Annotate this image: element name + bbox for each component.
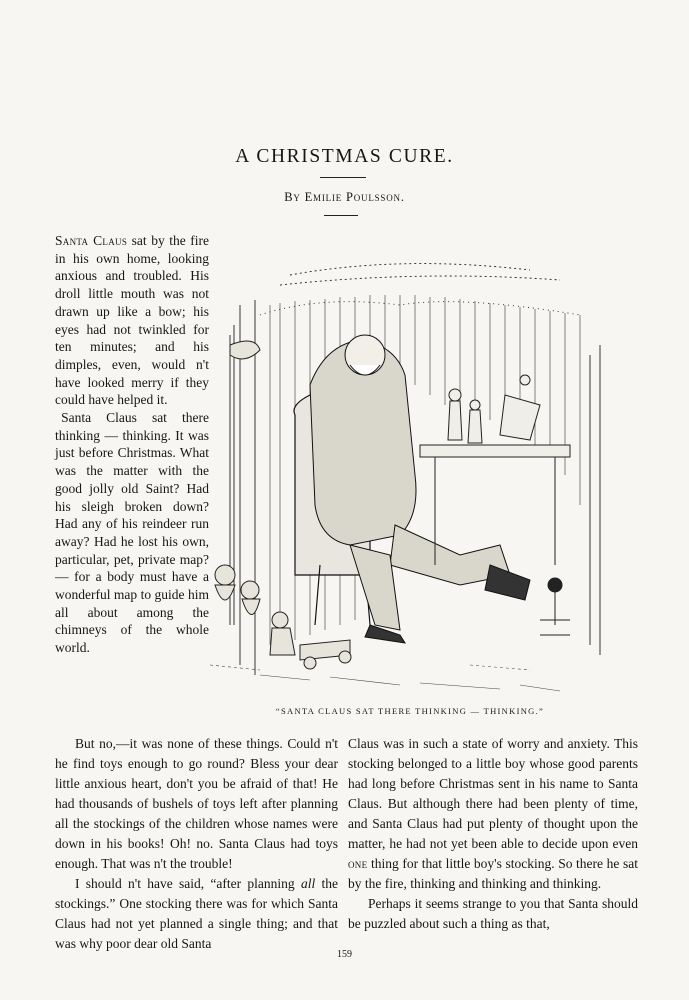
intro-paragraph-1 [55, 232, 209, 409]
santa-illustration [200, 245, 620, 697]
page-number: 159 [337, 949, 352, 960]
intro-lead: Santa Claus [55, 233, 128, 248]
title-rule [320, 177, 366, 178]
body-left-p2-a: I should n't have said, “after planning [75, 876, 301, 891]
body-column-right [348, 734, 638, 934]
body-right-paragraph-2: Perhaps it seems strange to you that Santa should be puzzled about such a thing as that, [348, 896, 638, 931]
body-right-p1-b: thing for that little boy's stocking. So there he sat by the fire, thinking and thinking and thinking. [348, 856, 638, 891]
intro-p1-text: sat by the fire in his own home, looking anxious and troubled. His droll little mouth was not drawn up like a bow; his eyes had not twinkled for ten minutes; and his dimples, even, would n't have looked merry if they could have helped it. [55, 233, 209, 408]
body-right-p1-a: Claus was in such a state of worry and anxiety. This stocking belonged to a little boy whose good parents had long before Christmas sent in his name to Santa Claus. But although there had been plenty of time, and Santa Claus had put plenty of thought upon the matter, he had not yet been able to decide upon even [348, 736, 638, 851]
article-byline: By Emilie Poulsson. [284, 190, 405, 204]
intro-paragraph-2: Santa Claus sat there thinking — thinking. It was just before Christmas. What was the matter with the good jolly old Saint? Had his sleigh broken down? Had any of his reindeer run away? Had he lost his own, particular, pet, private map? — for a body must have a wonderful map to guide him all about among the chimneys of the whole world. [55, 410, 209, 656]
body-right-p1-smallcaps: one [348, 856, 368, 871]
body-left-p2-emphasis: all [300, 876, 316, 891]
byline-rule [324, 215, 358, 216]
article-title: A CHRISTMAS CURE. [235, 146, 454, 167]
body-left-paragraph-2 [55, 874, 338, 954]
intro-column [55, 232, 209, 657]
illustration-caption: “SANTA CLAUS SAT THERE THINKING — THINKING.” [275, 706, 545, 716]
body-right-paragraph-1 [348, 734, 638, 894]
body-left-paragraph-1: But no,—it was none of these things. Could n't he find toys enough to go round? Bless your dear little anxious heart, don't you be afraid of that! He had thousands of bushels of toys left after planning all the stockings of the children whose names were down in his books! Oh! no. Santa Claus had toys enough. That was n't the trouble! [55, 736, 338, 871]
body-column-left [55, 734, 338, 954]
body-left-p2-b: the stockings.” One stocking there was for which Santa Claus had not yet planned a single thing; and that was why poor dear old Santa [55, 876, 339, 951]
